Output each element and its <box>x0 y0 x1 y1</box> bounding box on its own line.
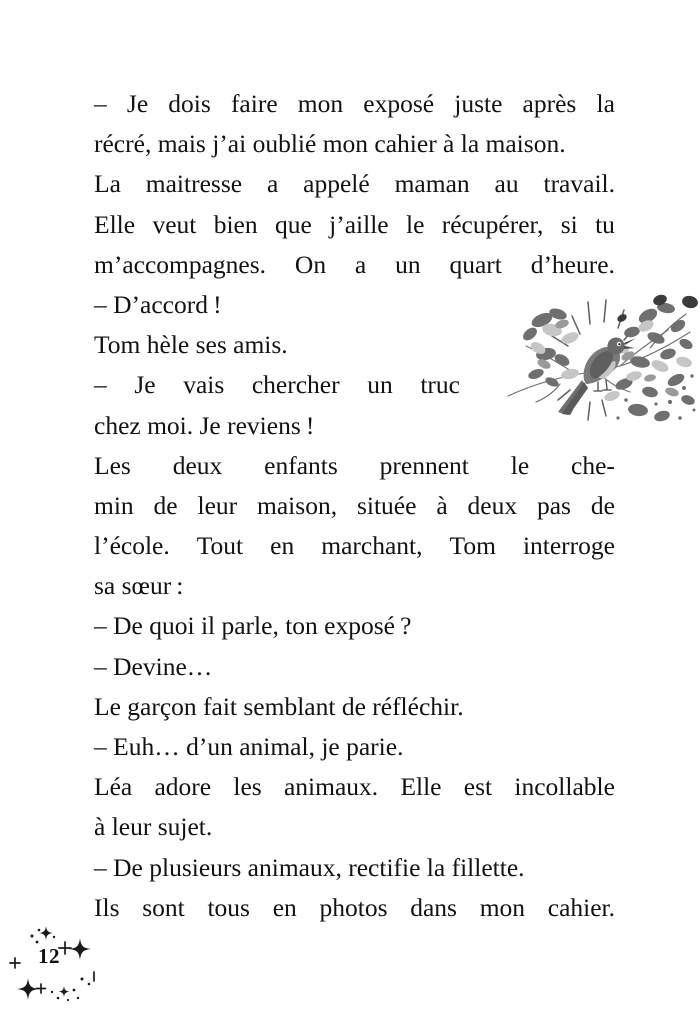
text-word: che- <box>571 450 615 480</box>
text-word: Ils <box>94 892 120 922</box>
text-word: tu <box>595 209 615 239</box>
text-word: située <box>356 490 417 520</box>
text-line <box>94 486 615 526</box>
text-word: animaux. <box>283 772 379 802</box>
text-word: adore <box>154 772 212 802</box>
text-word: d’heure. <box>530 249 615 279</box>
text-word: faire <box>230 89 278 118</box>
text-line: – D’accord ! <box>94 289 222 319</box>
text-word: Je <box>126 89 149 118</box>
text-word: enfants <box>264 450 338 480</box>
text-word: m’accompagnes. <box>94 249 267 279</box>
text-word: un <box>395 249 421 279</box>
text-word: dois <box>168 89 211 118</box>
text-word: leur <box>197 490 238 520</box>
text-word: a <box>266 169 279 199</box>
text-word: truc <box>420 370 460 400</box>
text-word: photos <box>319 892 388 922</box>
text-word: un <box>367 370 393 400</box>
text-word: interroge <box>522 531 615 561</box>
text-word: à <box>436 490 448 520</box>
text-word: deux <box>172 450 223 480</box>
text-word: au <box>494 169 519 199</box>
text-line <box>94 888 615 928</box>
text-word: tous <box>207 892 250 922</box>
page-number: 12 <box>38 944 60 968</box>
text-line <box>94 446 615 486</box>
text-word: Tom <box>449 531 496 561</box>
text-word: l’école. <box>94 531 170 561</box>
text-word: marchant, <box>321 531 423 561</box>
text-word: incollable <box>514 772 615 802</box>
text-word: bien <box>213 209 258 239</box>
text-line <box>94 205 615 245</box>
text-word: le <box>405 209 425 239</box>
text-word: appelé <box>303 169 370 199</box>
text-line: chez moi. Je reviens ! <box>94 410 315 440</box>
text-word: Léa <box>94 772 133 802</box>
body-text-block <box>94 84 615 928</box>
text-line: – Devine… <box>94 651 213 681</box>
text-line <box>94 365 460 405</box>
text-word: le <box>510 450 530 480</box>
text-word: maison, <box>257 490 338 520</box>
text-line <box>94 84 615 124</box>
text-word: mon <box>297 89 344 118</box>
text-word: de <box>153 490 178 520</box>
text-word: de <box>590 490 615 520</box>
text-word: juste <box>454 89 503 118</box>
text-word: exposé <box>363 89 435 118</box>
text-word: en <box>270 531 295 561</box>
text-word: deux <box>467 490 518 520</box>
folio-area <box>8 920 118 1010</box>
text-word: – <box>94 370 107 400</box>
text-line: récré, mais j’ai oublié mon cahier à la maison. <box>94 129 566 159</box>
text-word: On <box>294 249 327 279</box>
text-word: mon <box>479 892 526 922</box>
text-word: – <box>94 89 107 118</box>
text-word: min <box>94 490 134 520</box>
text-word: maitresse <box>145 169 243 199</box>
text-line <box>94 526 615 566</box>
text-word: dans <box>410 892 457 922</box>
text-word: quart <box>449 249 502 279</box>
text-word: les <box>233 772 262 802</box>
text-word: Je <box>134 370 156 400</box>
text-word: La <box>94 169 121 199</box>
text-word: la <box>596 89 615 118</box>
text-word: que <box>274 209 312 239</box>
text-line <box>94 164 615 204</box>
text-word: Elle <box>400 772 442 802</box>
text-line: sa sœur : <box>94 571 184 601</box>
text-word: prennent <box>379 450 469 480</box>
text-line: à leur sujet. <box>94 812 213 842</box>
text-line: – Euh… d’un animal, je parie. <box>94 732 404 761</box>
text-line <box>94 767 615 807</box>
text-word: j’aille <box>329 209 389 239</box>
text-line <box>94 245 615 285</box>
text-word: récupérer, <box>441 209 544 239</box>
text-word: chercher <box>251 370 340 400</box>
text-word: Tout <box>196 531 244 561</box>
text-word: après <box>522 89 577 118</box>
text-line: – De plusieurs animaux, rectifie la fillette. <box>94 852 525 882</box>
text-word: Les <box>94 450 131 480</box>
text-word: cahier. <box>547 892 615 922</box>
text-word: a <box>354 249 367 279</box>
text-line: Le garçon fait semblant de réfléchir. <box>94 691 464 721</box>
text-word: sont <box>142 892 185 922</box>
text-word: veut <box>152 209 197 239</box>
text-word: est <box>463 772 493 802</box>
text-word: Elle <box>94 209 136 239</box>
text-word: pas <box>536 490 571 520</box>
text-word: travail. <box>543 169 615 199</box>
sparkle-decoration <box>8 920 118 1010</box>
text-line: – De quoi il parle, ton exposé ? <box>94 611 412 641</box>
text-word: en <box>272 892 297 922</box>
text-word: maman <box>394 169 470 199</box>
text-line: Tom hèle ses amis. <box>94 330 288 360</box>
text-word: vais <box>183 370 225 400</box>
text-word: si <box>560 209 578 239</box>
